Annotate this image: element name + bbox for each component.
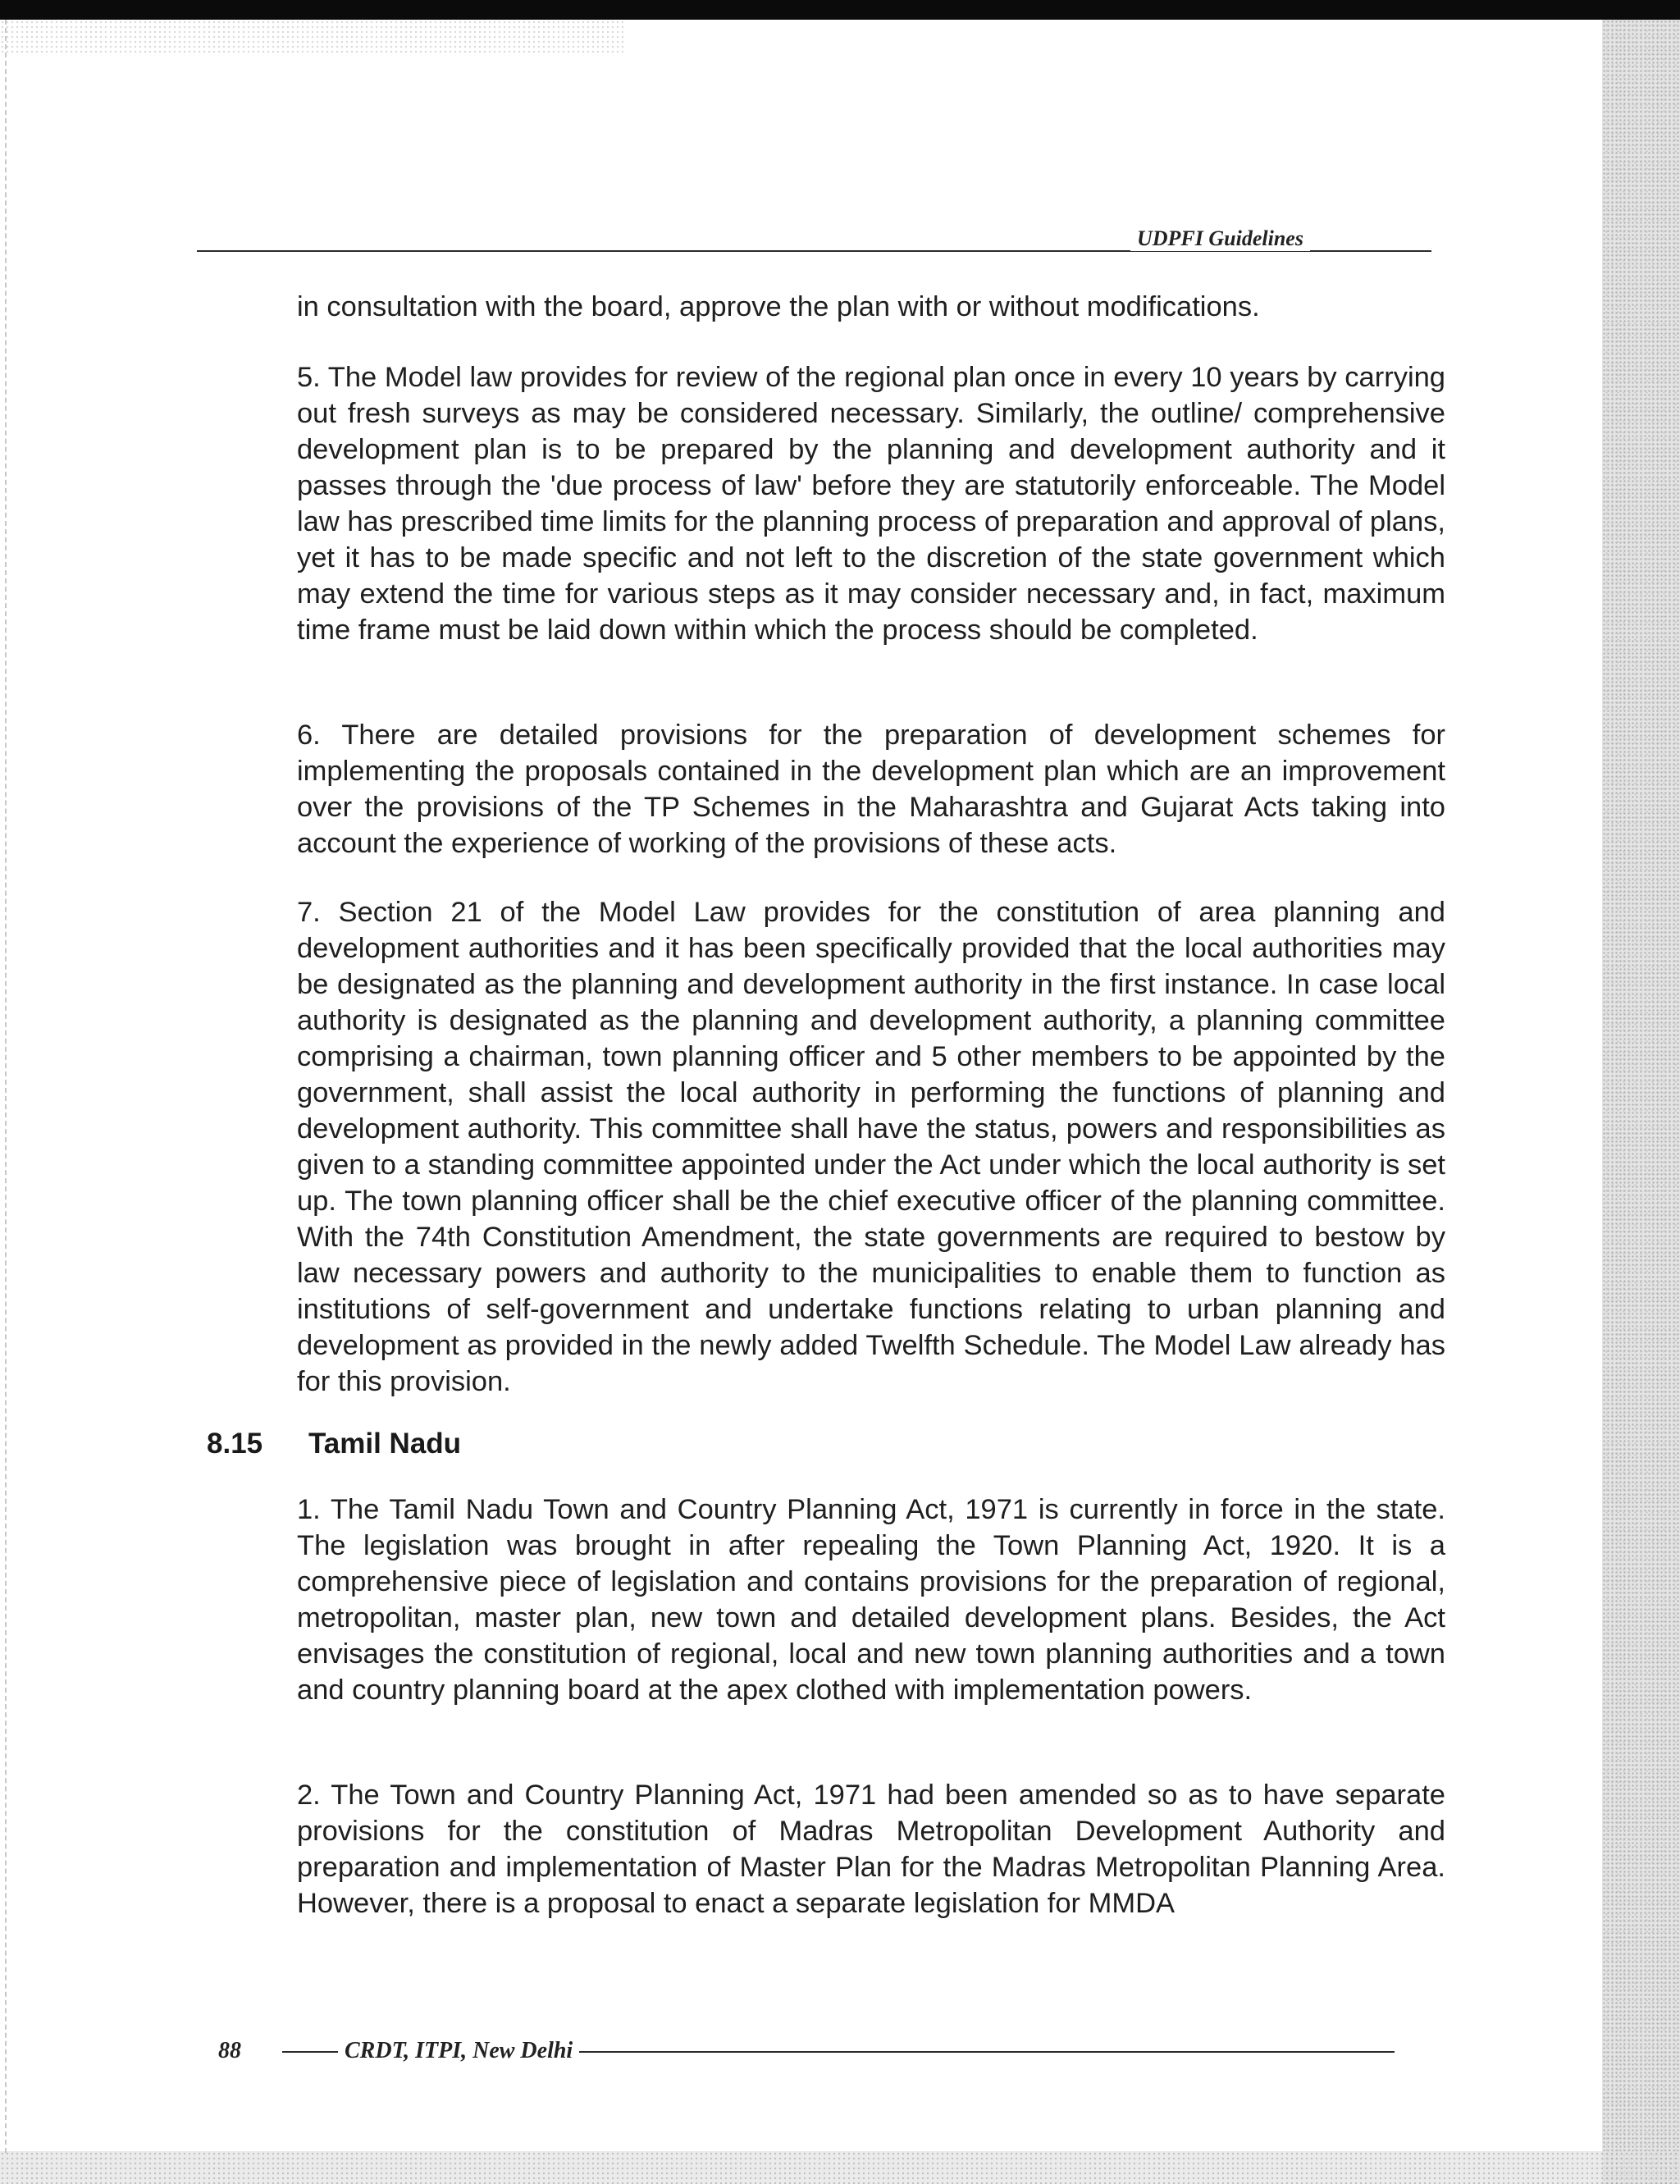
scan-noise-bottom bbox=[0, 2151, 1680, 2184]
paragraph-continuation: in consultation with the board, approve the plan with or without modifications. bbox=[297, 291, 1260, 322]
tamil-nadu-paragraph-1: 1. The Tamil Nadu Town and Country Planning Act, 1971 is currently in force in the state. The legislation was brought in after repealing the Town Planning Act, 1920. It is a comprehensive piece of legislation and contains provisions for the preparation of regional, metropolitan, master plan, new town and detailed development plans. Besides, the Act envisages the constitution of regional, local and new town planning authorities and a town and country planning board at the apex clothed with implementation powers. bbox=[297, 1494, 1445, 1706]
footer-source: CRDT, ITPI, New Delhi bbox=[338, 2038, 579, 2064]
paragraph-7: 7. Section 21 of the Model Law provides for the constitution of area planning and development authorities and it has been specifically provided that the local authorities may be designated as the planning and development authority in the first instance. In case local authority is designated as the planning and development authority, a planning committee comprising a chairman, town planning officer and 5 other members to be appointed by the government, shall assist the local authority in performing the functions of planning and development authority. This committee shall have the status, powers and responsibilities as given to a standing committee appointed under the Act under which the local authority is set up. The town planning officer shall be the chief executive officer of the planning committee. With the 74th Constitution Amendment, the state governments are required to bestow by law necessary powers and authority to the municipalities to enable them to function as institutions of self-government and undertake functions relating to urban planning and development as provided in the newly added Twelfth Schedule. The Model Law already has for this provision. bbox=[297, 897, 1445, 1397]
paragraph-5: 5. The Model law provides for review of the regional plan once in every 10 years by carrying out fresh surveys as may be considered necessary. Similarly, the outline/ comprehensive development plan is to be prepared by the planning and development authority and it passes through the 'due process of law' before they are statutorily enforceable. The Model law has prescribed time limits for the planning process of preparation and approval of plans, yet it has to be made specific and not left to the discretion of the state government which may extend the time for various steps as it may consider necessary and, in fact, maximum time frame must be laid down within which the process should be completed. bbox=[297, 362, 1445, 646]
page-number: 88 bbox=[218, 2038, 241, 2063]
section-number: 8.15 bbox=[207, 1428, 263, 1460]
scan-noise-top bbox=[0, 20, 623, 56]
running-header-title: UDPFI Guidelines bbox=[1130, 226, 1310, 251]
section-title: Tamil Nadu bbox=[308, 1428, 462, 1460]
scan-edge-left bbox=[5, 20, 10, 2153]
scan-border-top bbox=[0, 0, 1680, 20]
scan-noise-right bbox=[1602, 20, 1680, 2184]
tamil-nadu-paragraph-2: 2. The Town and Country Planning Act, 1971 had been amended so as to have separate provisions for the constitution of Madras Metropolitan Development Authority and preparation and implementation of Master Plan for the Madras Metropolitan Planning Area. However, there is a proposal to enact a separate legislation for MMDA bbox=[297, 1780, 1445, 1919]
paragraph-6: 6. There are detailed provisions for the preparation of development schemes for implementing the proposals contained in the development plan which are an improvement over the provisions of the TP Schemes in the Maharashtra and Gujarat Acts taking into account the experience of working of the provisions of these acts. bbox=[297, 720, 1445, 859]
